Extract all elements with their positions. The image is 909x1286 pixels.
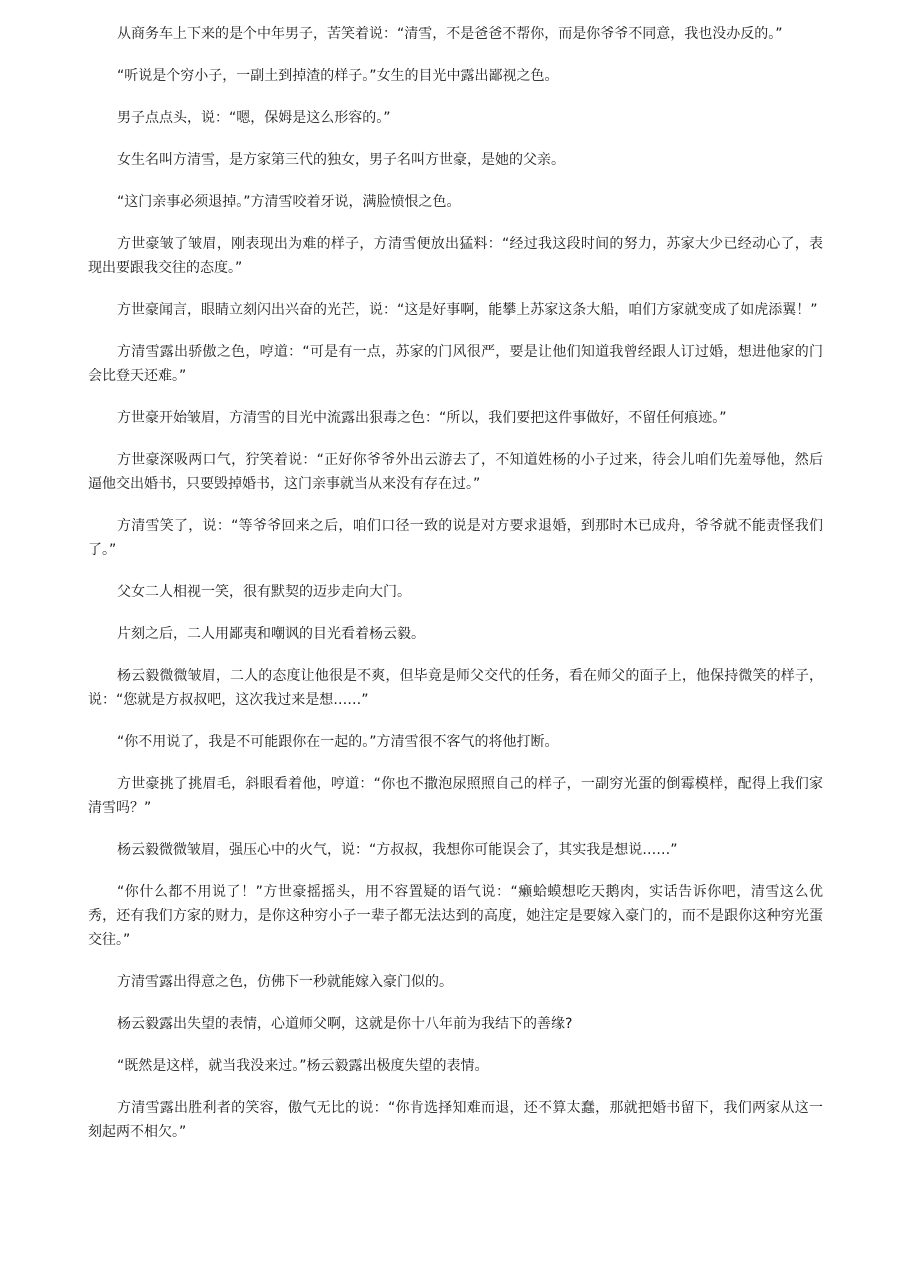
paragraph: 方世豪开始皱眉，方清雪的目光中流露出狠毒之色：“所以，我们要把这件事做好，不留任何痕迹。” xyxy=(117,410,727,426)
paragraph: “既然是这样，就当我没来过。”杨云毅露出极度失望的表情。 xyxy=(117,1058,489,1074)
paragraph: “听说是个穷小子，一副土到掉渣的样子。”女生的目光中露出鄙视之色。 xyxy=(117,68,559,84)
paragraph: 杨云毅露出失望的表情，心道师父啊，这就是你十八年前为我结下的善缘? xyxy=(117,1016,573,1032)
paragraph: 从商务车上下来的是个中年男子，苦笑着说：“清雪，不是爸爸不帮你，而是你爷爷不同意，我也没办反的。” xyxy=(117,26,783,42)
paragraph: 杨云毅微微皱眉，强压心中的火气，说：“方叔叔，我想你可能误会了，其实我是想说……” xyxy=(117,842,678,858)
paragraph: 方世豪深吸两口气，狞笑着说：“正好你爷爷外出云游去了，不知道姓杨的小子过来，待会儿咱们先羞辱他，然后逼他交出婚书，只要毁掉婚书，这门亲事就当从来没有存在过。” xyxy=(88,452,823,492)
paragraph: “这门亲事必须退掉。”方清雪咬着牙说，满脸愤恨之色。 xyxy=(117,194,461,210)
paragraph: 方世豪挑了挑眉毛，斜眼看着他，哼道：“你也不撒泡尿照照自己的样子，一副穷光蛋的倒霉模样，配得上我们家清雪吗？” xyxy=(88,776,823,816)
paragraph: 父女二人相视一笑，很有默契的迈步走向大门。 xyxy=(117,584,411,600)
paragraph: 方清雪露出骄傲之色，哼道：“可是有一点，苏家的门风很严，要是让他们知道我曾经跟人订过婚，想进他家的门会比登天还难。” xyxy=(88,344,823,384)
paragraph: 女生名叫方清雪，是方家第三代的独女，男子名叫方世豪，是她的父亲。 xyxy=(117,152,565,168)
paragraph: 方清雪笑了，说：“等爷爷回来之后，咱们口径一致的说是对方要求退婚，到那时木已成舟，爷爷就不能责怪我们了。” xyxy=(88,518,823,558)
paragraph: 杨云毅微微皱眉，二人的态度让他很是不爽，但毕竟是师父交代的任务，看在师父的面子上，他保持微笑的样子，说：“您就是方叔叔吧，这次我过来是想……” xyxy=(88,668,823,708)
paragraph: 方世豪皱了皱眉，刚表现出为难的样子，方清雪便放出猛料：“经过我这段时间的努力，苏家大少已经动心了，表现出要跟我交往的态度。” xyxy=(88,236,823,276)
paragraph: “你不用说了，我是不可能跟你在一起的。”方清雪很不客气的将他打断。 xyxy=(117,734,559,750)
paragraph: 方世豪闻言，眼睛立刻闪出兴奋的光芒，说：“这是好事啊，能攀上苏家这条大船，咱们方家就变成了如虎添翼！” xyxy=(117,302,818,318)
paragraph: 方清雪露出得意之色，仿佛下一秒就能嫁入豪门似的。 xyxy=(117,974,453,990)
paragraph: 方清雪露出胜利者的笑容，傲气无比的说：“你肯选择知难而退，还不算太蠢，那就把婚书留下，我们两家从这一刻起两不相欠。” xyxy=(88,1100,823,1140)
paragraph: 男子点点头，说：“嗯，保姆是这么形容的。” xyxy=(117,110,391,126)
paragraph: “你什么都不用说了！”方世豪摇摇头，用不容置疑的语气说：“癞蛤蟆想吃天鹅肉，实话告诉你吧，清雪这么优秀，还有我们方家的财力，是你这种穷小子一辈子都无法达到的高度，她注定是要嫁入豪门的，而不是跟你这种穷光蛋交往。” xyxy=(88,884,823,948)
document-page xyxy=(88,22,823,1162)
paragraph: 片刻之后，二人用鄙夷和嘲讽的目光看着杨云毅。 xyxy=(117,626,425,642)
